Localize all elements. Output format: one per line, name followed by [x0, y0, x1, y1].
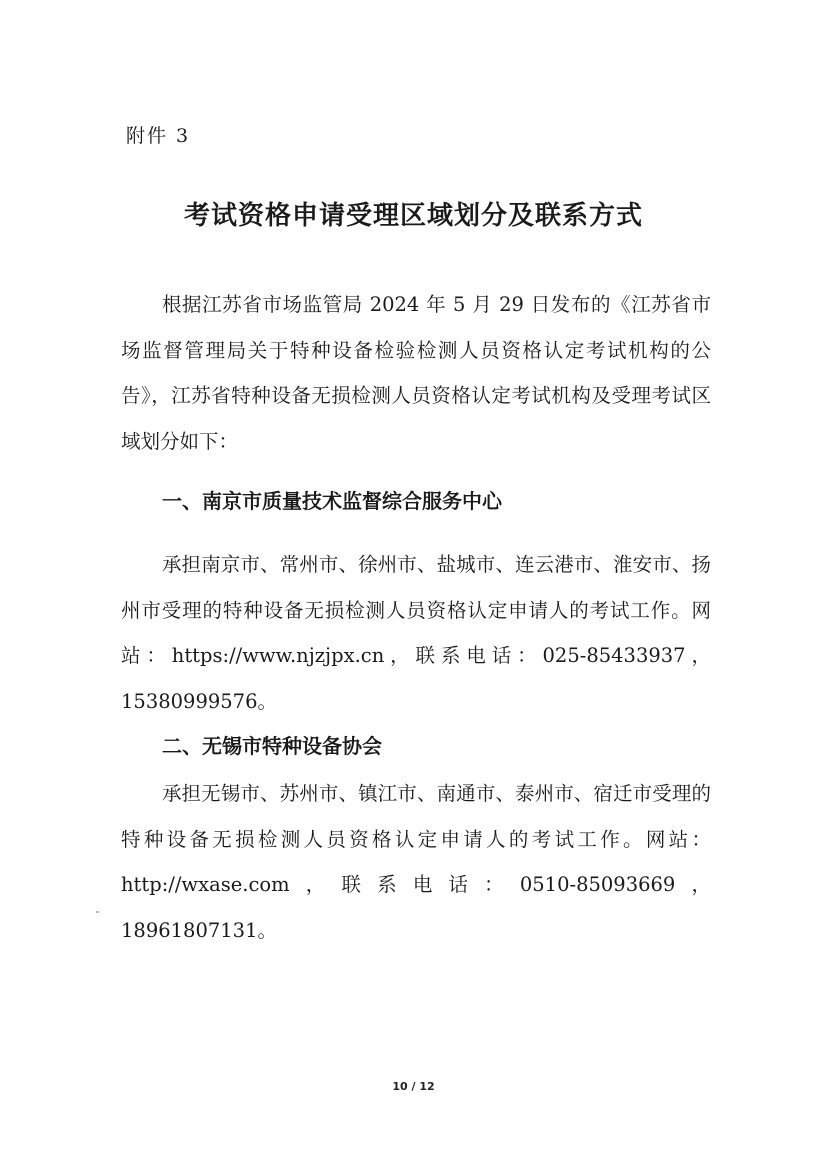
attachment-label: 附件 3 [126, 125, 191, 147]
section-body-wuxi: 承担无锡市、苏州市、镇江市、南通市、泰州市、宿迁市受理的特种设备无损检测人员资格认定申请人的考试工作。网站：http://wxase.com，联系电话：0510-85093669，18961807131。 [121, 782, 711, 942]
page-number: 10 / 12 [392, 1080, 435, 1093]
document-title: 考试资格申请受理区域划分及联系方式 [183, 201, 643, 231]
intro-paragraph: 根据江苏省市场监管局 2024 年 5 月 29 日发布的《江苏省市场监督管理局关于特种设备检验检测人员资格认定考试机构的公告》，江苏省特种设备无损检测人员资格认定考试机构及受理考试区域划分如下： [121, 293, 711, 453]
scan-speck [96, 911, 99, 913]
section-heading-wuxi: 二、无锡市特种设备协会 [162, 734, 382, 758]
section-body-nanjing: 承担南京市、常州市、徐州市、盐城市、连云港市、淮安市、扬州市受理的特种设备无损检测人员资格认定申请人的考试工作。网站：https://www.njzjpx.cn，联系电话：025-85433937，15380999576。 [121, 553, 711, 713]
section-heading-nanjing: 一、南京市质量技术监督综合服务中心 [162, 489, 502, 513]
